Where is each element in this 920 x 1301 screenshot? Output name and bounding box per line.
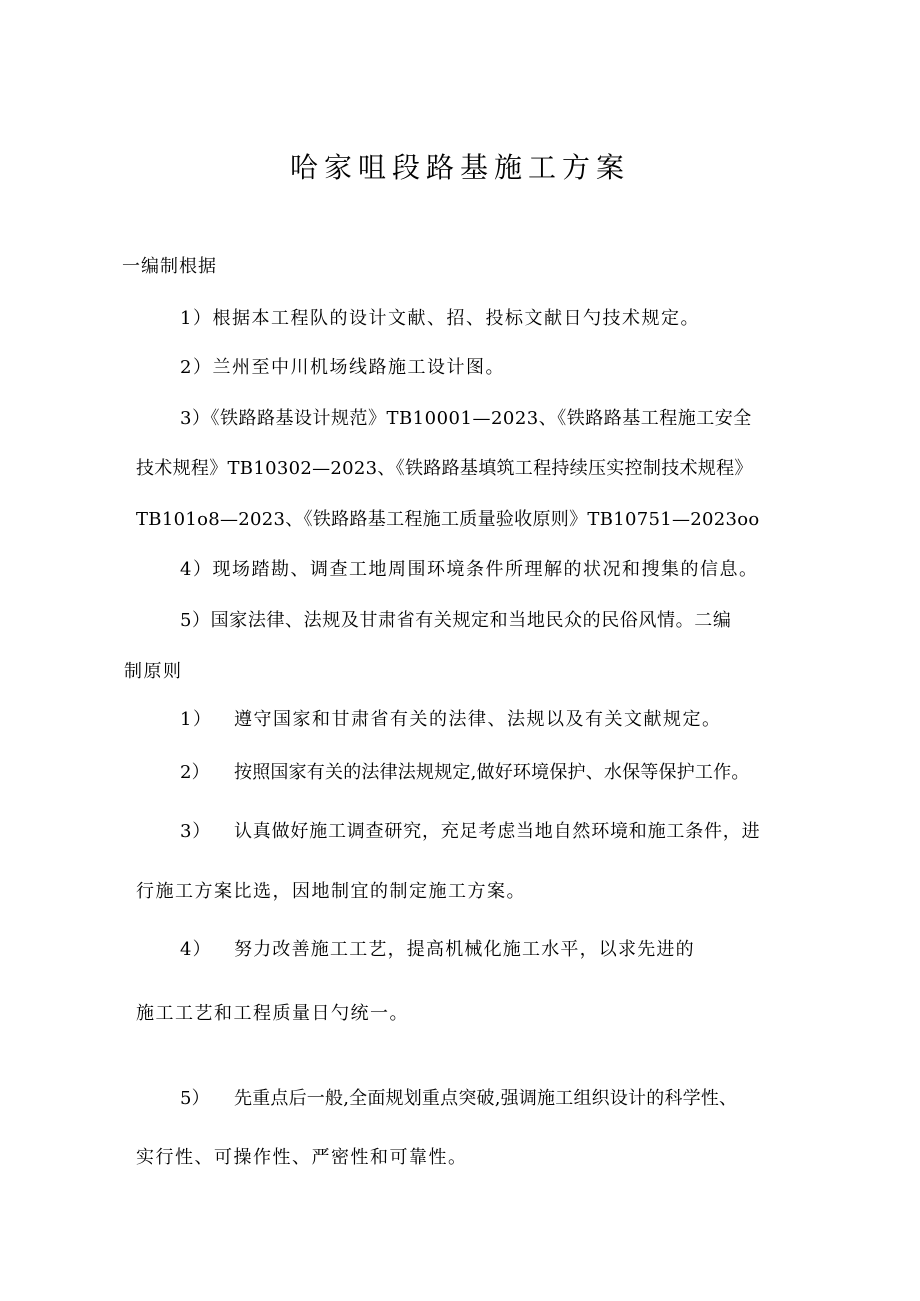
basis-item-2: 2）兰州至中川机场线路施工设计图。 bbox=[180, 357, 505, 378]
page-title: 哈家咀段路基施工方案 bbox=[289, 151, 630, 184]
basis-item-3: 3）《铁路路基设计规范》TB10001—2023、《铁路路基工程施工安全 bbox=[180, 408, 752, 429]
principle-number: 3） bbox=[180, 821, 212, 842]
basis-item-5: 5）国家法律、法规及甘肃省有关规定和当地民众的民俗风情。二编 bbox=[180, 610, 732, 631]
principle-item-3 bbox=[180, 820, 760, 844]
principle-number: 5） bbox=[180, 1088, 210, 1109]
principle-number: 2） bbox=[180, 762, 210, 783]
principle-text: 按照国家有关的法律法规规定,做好环境保护、水保等保护工作。 bbox=[234, 762, 750, 783]
basis-item-1: 1）根据本工程队的设计文献、招、投标文献日勺技术规定。 bbox=[180, 308, 700, 329]
section-heading-principles-cont: 制原则 bbox=[124, 661, 183, 682]
principle-text: 先重点后一般,全面规划重点突破,强调施工组织设计的科学性、 bbox=[234, 1088, 738, 1109]
principle-item-4 bbox=[180, 938, 695, 962]
section-heading-basis: 一编制根据 bbox=[122, 256, 217, 277]
principle-text: 遵守国家和甘肃省有关的法律、法规以及有关文献规定。 bbox=[234, 709, 722, 730]
basis-item-3-cont-2: TB101o8—2023、《铁路路基工程施工质量验收原则》TB10751—2023oo bbox=[136, 509, 760, 530]
principle-text: 努力改善施工工艺，提高机械化施工水平，以求先进的 bbox=[234, 939, 695, 960]
principle-item-4-cont: 施工工艺和工程质量日勺统一。 bbox=[136, 1003, 409, 1024]
principle-text: 认真做好施工调查研究，充足考虑当地自然环境和施工条件，进 bbox=[234, 821, 761, 842]
principle-item-5 bbox=[180, 1087, 737, 1111]
principle-item-3-cont: 行施工方案比选，因地制宜的制定施工方案。 bbox=[136, 881, 526, 902]
principle-number: 1） bbox=[180, 709, 213, 730]
principle-number: 4） bbox=[180, 939, 212, 960]
basis-item-3-cont-1: 技术规程》TB10302—2023、《铁路路基填筑工程持续压实控制技术规程》 bbox=[136, 458, 753, 479]
principle-item-5-cont: 实行性、可操作性、严密性和可靠性。 bbox=[136, 1147, 468, 1168]
principle-item-2 bbox=[180, 761, 750, 785]
principle-item-1 bbox=[180, 708, 722, 732]
basis-item-4: 4）现场踏勘、调查工地周围环境条件所理解的状况和搜集的信息。 bbox=[180, 559, 759, 580]
